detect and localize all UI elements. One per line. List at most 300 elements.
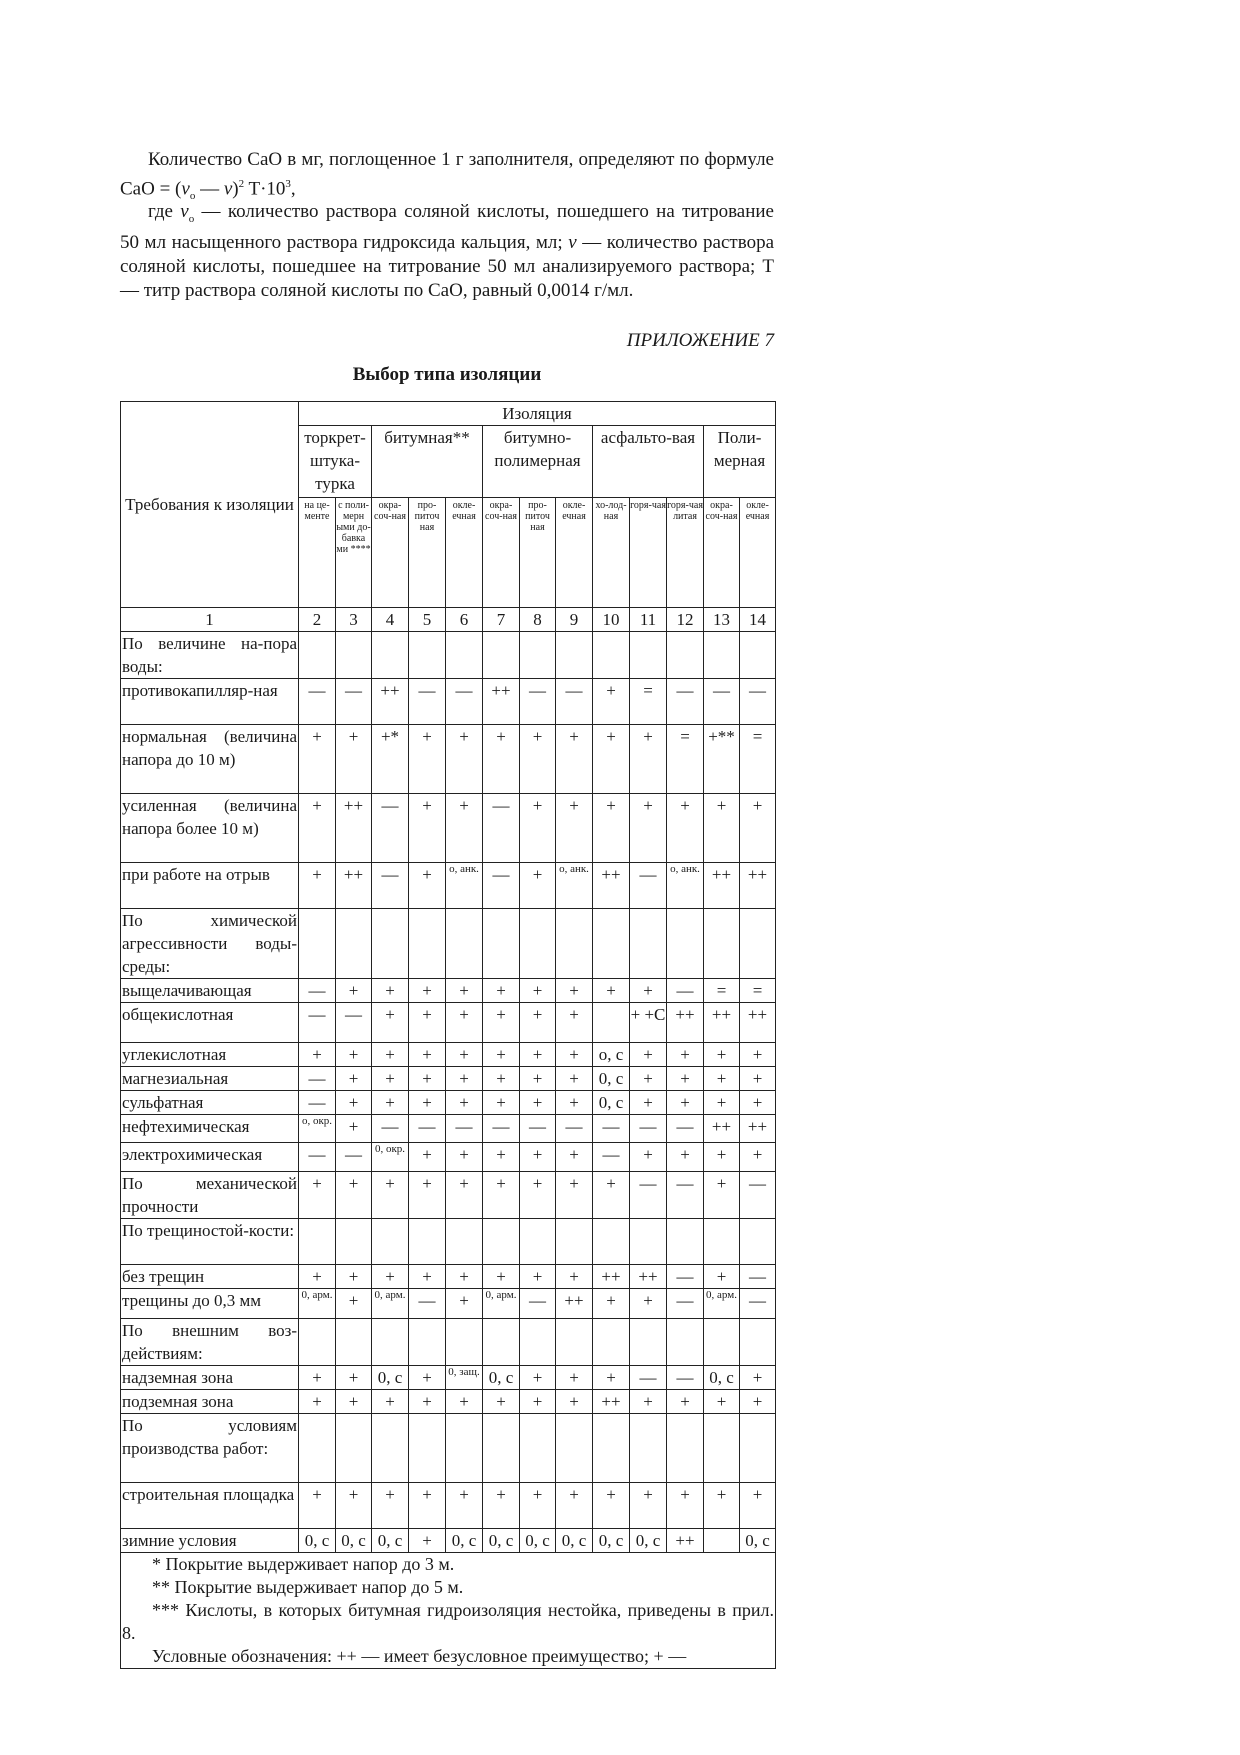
table-row (121, 1003, 776, 1043)
table-row (121, 1091, 776, 1115)
table-cell: + (556, 979, 593, 1003)
table-cell: — (409, 1289, 446, 1319)
table-cell: + (704, 794, 740, 863)
table-cell: + (372, 1390, 409, 1414)
requirement-label: зимние условия (121, 1529, 299, 1553)
table-cell (593, 1319, 630, 1366)
table-cell: + (446, 725, 483, 794)
table-cell (704, 1319, 740, 1366)
table-cell (704, 632, 740, 679)
insulation-table (120, 401, 776, 1669)
table-cell: + (520, 979, 556, 1003)
table-cell: — (667, 1289, 704, 1319)
table-cell: + (704, 1091, 740, 1115)
requirements-header: Требования к изоляции (121, 402, 299, 608)
table-cell (704, 1219, 740, 1265)
group-header: битумная** (372, 426, 483, 498)
table-row (121, 1414, 776, 1483)
table-cell: + (630, 1043, 667, 1067)
requirement-label: подземная зона (121, 1390, 299, 1414)
table-cell: + (630, 1390, 667, 1414)
table-cell: — (740, 1172, 776, 1219)
table-cell (520, 1319, 556, 1366)
requirement-label: По условиям производства работ: (121, 1414, 299, 1483)
requirement-label: По химической агрессивности воды-среды: (121, 909, 299, 979)
table-cell (704, 1529, 740, 1553)
table-cell: — (630, 1172, 667, 1219)
table-cell: + (409, 1043, 446, 1067)
column-number: 7 (483, 608, 520, 632)
table-cell: + (336, 1043, 372, 1067)
table-cell: + (372, 1043, 409, 1067)
table-cell (409, 909, 446, 979)
table-cell: 0, с (740, 1529, 776, 1553)
table-cell (556, 632, 593, 679)
table-cell: + +C (630, 1003, 667, 1043)
table-cell: + (740, 1067, 776, 1091)
table-cell: 0, с (372, 1529, 409, 1553)
table-cell: 0, с (372, 1366, 409, 1390)
subheader-cell: окра-соч-ная (372, 498, 409, 608)
table-cell (740, 909, 776, 979)
table-cell: + (409, 1003, 446, 1043)
table-cell: 0, с (446, 1529, 483, 1553)
table-cell (446, 632, 483, 679)
column-number: 5 (409, 608, 446, 632)
table-cell: + (336, 1289, 372, 1319)
footnote: *** Кислоты, в которых битумная гидроизоляция нестойка, приведены в прил. 8. (122, 1600, 775, 1643)
table-cell: + (299, 1483, 336, 1529)
table-cell: — (299, 1003, 336, 1043)
table-cell (446, 1319, 483, 1366)
table-cell (299, 1414, 336, 1483)
table-row (121, 979, 776, 1003)
table-cell: + (520, 1390, 556, 1414)
table-cell: о, анк. (446, 863, 483, 909)
subheader-cell: хо-лод-ная (593, 498, 630, 608)
table-cell (667, 1219, 704, 1265)
table-cell: + (446, 794, 483, 863)
table-cell (409, 1219, 446, 1265)
table-cell: + (667, 1483, 704, 1529)
table-cell (336, 632, 372, 679)
table-cell: — (372, 794, 409, 863)
requirement-label: без трещин (121, 1265, 299, 1289)
column-number: 3 (336, 608, 372, 632)
subheader-cell: про-питоч ная (409, 498, 446, 608)
table-cell: + (740, 794, 776, 863)
table-cell: + (372, 1067, 409, 1091)
column-number: 4 (372, 608, 409, 632)
table-cell: + (704, 1265, 740, 1289)
table-cell: ++ (593, 863, 630, 909)
table-cell: + (630, 1483, 667, 1529)
table-cell: ++ (483, 679, 520, 725)
table-cell: + (446, 1265, 483, 1289)
table-cell: 0, с (704, 1366, 740, 1390)
table-cell: + (446, 1043, 483, 1067)
table-cell: + (520, 1091, 556, 1115)
table-cell: — (520, 679, 556, 725)
table-cell: — (336, 1003, 372, 1043)
table-cell: + (520, 1265, 556, 1289)
table-cell (372, 909, 409, 979)
table-cell (667, 632, 704, 679)
table-cell: + (409, 1172, 446, 1219)
subheader-cell: с поли-мерн ыми до-бавка ми **** (336, 498, 372, 608)
table-cell: ++ (336, 863, 372, 909)
table-cell: + (593, 725, 630, 794)
table-row (121, 1390, 776, 1414)
table-cell: ++ (667, 1529, 704, 1553)
table-cell: + (446, 1143, 483, 1172)
table-cell: = (667, 725, 704, 794)
table-cell (556, 1414, 593, 1483)
requirement-label: общекислотная (121, 1003, 299, 1043)
table-cell (483, 1319, 520, 1366)
table-cell: + (483, 1265, 520, 1289)
subheader-cell: окле-ечная (740, 498, 776, 608)
table-cell: + (704, 1390, 740, 1414)
table-cell: + (740, 1091, 776, 1115)
table-cell: 0, с (520, 1529, 556, 1553)
column-number: 12 (667, 608, 704, 632)
table-cell: + (520, 1067, 556, 1091)
table-cell: + (409, 1143, 446, 1172)
table-cell: — (483, 863, 520, 909)
subheader-cell: окра-соч-ная (704, 498, 740, 608)
table-cell: ++ (704, 1003, 740, 1043)
table-cell: — (740, 1265, 776, 1289)
table-cell: + (483, 1143, 520, 1172)
table-cell (483, 1414, 520, 1483)
table-cell: + (446, 1390, 483, 1414)
table-cell: + (409, 863, 446, 909)
notes-row (121, 1553, 776, 1669)
column-number: 2 (299, 608, 336, 632)
table-row (121, 1115, 776, 1143)
table-cell (740, 1414, 776, 1483)
table-cell: + (299, 725, 336, 794)
table-cell: — (372, 1115, 409, 1143)
table-cell: — (667, 1115, 704, 1143)
table-cell (520, 632, 556, 679)
table-cell: — (520, 1289, 556, 1319)
table-cell: + (556, 1390, 593, 1414)
table-cell (336, 1219, 372, 1265)
table-cell: о, с (593, 1043, 630, 1067)
table-cell: ++ (630, 1265, 667, 1289)
table-cell: + (593, 979, 630, 1003)
table-cell: — (372, 863, 409, 909)
requirement-label: По величине на-пора воды: (121, 632, 299, 679)
table-cell: + (520, 725, 556, 794)
insulation-header: Изоляция (299, 402, 776, 426)
table-cell: + (556, 1483, 593, 1529)
table-cell: — (740, 1289, 776, 1319)
table-cell: + (372, 1483, 409, 1529)
table-cell: + (299, 794, 336, 863)
table-cell: + (299, 1265, 336, 1289)
table-cell: + (704, 1172, 740, 1219)
table-cell (409, 632, 446, 679)
table-cell (593, 1219, 630, 1265)
table-cell: +** (704, 725, 740, 794)
table-cell: + (556, 794, 593, 863)
table-cell (556, 1219, 593, 1265)
table-cell: ++ (704, 1115, 740, 1143)
table-cell (409, 1414, 446, 1483)
table-row (121, 909, 776, 979)
table-cell: + (336, 1483, 372, 1529)
table-cell: = (740, 979, 776, 1003)
table-row (121, 863, 776, 909)
table-cell: 0, с (299, 1529, 336, 1553)
table-cell: 0, арм. (372, 1289, 409, 1319)
table-cell: + (667, 794, 704, 863)
table-row (121, 679, 776, 725)
table-cell (520, 1414, 556, 1483)
table-cell (740, 632, 776, 679)
table-cell (630, 909, 667, 979)
table-cell: + (483, 1390, 520, 1414)
table-cell: — (667, 979, 704, 1003)
table-cell (630, 632, 667, 679)
table-cell: + (520, 794, 556, 863)
table-cell: — (667, 1366, 704, 1390)
table-cell: + (372, 1003, 409, 1043)
subheader-cell: окле-ечная (446, 498, 483, 608)
table-cell: + (556, 1003, 593, 1043)
table-cell: + (372, 1265, 409, 1289)
table-cell: — (667, 1172, 704, 1219)
table-cell: — (667, 1265, 704, 1289)
table-cell (630, 1414, 667, 1483)
table-cell: о, анк. (667, 863, 704, 909)
table-row (121, 1219, 776, 1265)
subheader-cell: про-питоч ная (520, 498, 556, 608)
subheader-cell: на це-менте (299, 498, 336, 608)
table-cell: 0, арм. (704, 1289, 740, 1319)
table-title: Выбор типа изоляции (352, 364, 542, 385)
table-cell (483, 909, 520, 979)
subheader-cell: горя-чая (630, 498, 667, 608)
table-cell: + (299, 1172, 336, 1219)
table-cell (372, 1414, 409, 1483)
table-cell: + (372, 979, 409, 1003)
table-cell: — (520, 1115, 556, 1143)
table-cell: + (556, 1265, 593, 1289)
table-cell: + (556, 1067, 593, 1091)
table-cell (299, 1219, 336, 1265)
table-cell (299, 909, 336, 979)
table-cell: + (446, 1091, 483, 1115)
requirement-label: По внешним воз-действиям: (121, 1319, 299, 1366)
table-cell: + (336, 1172, 372, 1219)
table-cell (740, 1219, 776, 1265)
table-cell: + (520, 1366, 556, 1390)
table-cell (483, 1219, 520, 1265)
table-cell: + (630, 979, 667, 1003)
table-cell: + (593, 1172, 630, 1219)
table-cell: 0, с (593, 1091, 630, 1115)
table-cell: + (556, 1043, 593, 1067)
table-cell: — (299, 1143, 336, 1172)
table-cell: + (593, 1289, 630, 1319)
table-cell: + (520, 1003, 556, 1043)
requirement-label: надземная зона (121, 1366, 299, 1390)
table-cell (372, 1319, 409, 1366)
requirement-label: магнезиальная (121, 1067, 299, 1091)
table-cell: + (372, 1172, 409, 1219)
table-cell: + (630, 1289, 667, 1319)
table-cell: + (299, 1043, 336, 1067)
table-cell: + (740, 1143, 776, 1172)
group-header: битумно-полимерная (483, 426, 593, 498)
table-cell: — (630, 1366, 667, 1390)
column-number: 6 (446, 608, 483, 632)
requirement-label: углекислотная (121, 1043, 299, 1067)
table-cell: 0, с (483, 1366, 520, 1390)
table-cell: + (520, 1143, 556, 1172)
table-cell: + (520, 863, 556, 909)
table-cell (667, 909, 704, 979)
table-row (121, 1483, 776, 1529)
subheader-cell: окра-соч-ная (483, 498, 520, 608)
table-cell (446, 1414, 483, 1483)
table-cell: — (299, 1067, 336, 1091)
table-cell (336, 1414, 372, 1483)
requirement-label: строительная площадка (121, 1483, 299, 1529)
table-cell: + (740, 1043, 776, 1067)
requirement-label: нефтехимическая (121, 1115, 299, 1143)
requirement-label: По механической прочности (121, 1172, 299, 1219)
table-cell (556, 1319, 593, 1366)
table-cell: — (483, 794, 520, 863)
table-cell: + (409, 1091, 446, 1115)
table-cell: + (520, 1172, 556, 1219)
table-row (121, 632, 776, 679)
table-cell: + (667, 1067, 704, 1091)
table-cell: +* (372, 725, 409, 794)
table-cell (409, 1319, 446, 1366)
table-row (121, 1289, 776, 1319)
table-cell: + (704, 1483, 740, 1529)
table-cell: + (740, 1483, 776, 1529)
table-cell (446, 909, 483, 979)
table-cell: ++ (336, 794, 372, 863)
table-cell: + (630, 794, 667, 863)
table-cell: + (409, 1483, 446, 1529)
table-cell (630, 1219, 667, 1265)
table-cell: + (483, 1067, 520, 1091)
table-cell: + (483, 1172, 520, 1219)
table-cell (299, 1319, 336, 1366)
table-cell: + (336, 1115, 372, 1143)
requirement-label: при работе на отрыв (121, 863, 299, 909)
table-cell: — (704, 679, 740, 725)
table-cell: + (667, 1390, 704, 1414)
table-cell: — (630, 1115, 667, 1143)
table-cell: — (446, 679, 483, 725)
table-cell (630, 1319, 667, 1366)
table-cell (556, 909, 593, 979)
table-cell: + (556, 1143, 593, 1172)
table-cell: + (483, 1003, 520, 1043)
table-cell: + (336, 1067, 372, 1091)
table-cell (593, 1414, 630, 1483)
subheader-cell: окле-ечная (556, 498, 593, 608)
table-cell: 0, с (483, 1529, 520, 1553)
column-number: 14 (740, 608, 776, 632)
requirement-label: выщелачивающая (121, 979, 299, 1003)
table-cell: + (630, 725, 667, 794)
table-cell: + (336, 1390, 372, 1414)
table-cell: + (556, 1091, 593, 1115)
table-cell (593, 1003, 630, 1043)
requirement-label: противокапилляр-ная (121, 679, 299, 725)
table-cell (740, 1319, 776, 1366)
table-cell: + (483, 1091, 520, 1115)
table-cell: ++ (740, 1115, 776, 1143)
requirement-label: усиленная (величина напора более 10 м) (121, 794, 299, 863)
table-cell: — (593, 1115, 630, 1143)
intro-paragraph-definitions: где $v_o$ — количество раствора соляной кислоты, пошедшего на титрование 50 мл насыщенного раствора гидроксида кальция, мл; v — количество раствора соляной кислоты, пошедшее на титрование 50 мл анализируемого раствора; Т — титр раствора соляной кислоты по CaO, равный 0,0014 г/мл. (120, 201, 774, 301)
table-row (121, 1265, 776, 1289)
table-cell: — (483, 1115, 520, 1143)
table-cell (336, 1319, 372, 1366)
table-cell: — (299, 979, 336, 1003)
table-cell: — (593, 1143, 630, 1172)
table-cell: = (704, 979, 740, 1003)
table-cell: — (446, 1115, 483, 1143)
table-cell: о, анк. (556, 863, 593, 909)
table-cell: + (336, 1265, 372, 1289)
table-cell: + (409, 794, 446, 863)
table-cell: + (704, 1067, 740, 1091)
table-cell (299, 632, 336, 679)
table-cell: + (740, 1366, 776, 1390)
table-cell (336, 909, 372, 979)
appendix-label: ПРИЛОЖЕНИЕ 7 (626, 330, 774, 351)
table-cell: + (630, 1067, 667, 1091)
table-cell: + (556, 725, 593, 794)
table-row (121, 794, 776, 863)
table-notes (121, 1553, 776, 1669)
table-cell: ++ (593, 1265, 630, 1289)
table-row (121, 1319, 776, 1366)
table-cell: 0, защ. (446, 1366, 483, 1390)
table-cell: — (336, 1143, 372, 1172)
column-number: 10 (593, 608, 630, 632)
table-cell: + (446, 1067, 483, 1091)
footnote: ** Покрытие выдерживает напор до 5 м. (152, 1577, 464, 1597)
table-cell: + (446, 1172, 483, 1219)
table-cell: + (483, 1043, 520, 1067)
footnote: * Покрытие выдерживает напор до 3 м. (152, 1554, 455, 1574)
table-cell: + (667, 1043, 704, 1067)
table-cell: + (299, 863, 336, 909)
table-cell (667, 1319, 704, 1366)
table-cell: ++ (740, 863, 776, 909)
group-header: торкрет-штука-турка (299, 426, 372, 498)
table-cell: 0, с (630, 1529, 667, 1553)
table-cell: + (593, 1366, 630, 1390)
requirement-label: По трещиностой-кости: (121, 1219, 299, 1265)
table-cell: + (336, 725, 372, 794)
table-cell: + (593, 1483, 630, 1529)
table-cell: + (409, 979, 446, 1003)
